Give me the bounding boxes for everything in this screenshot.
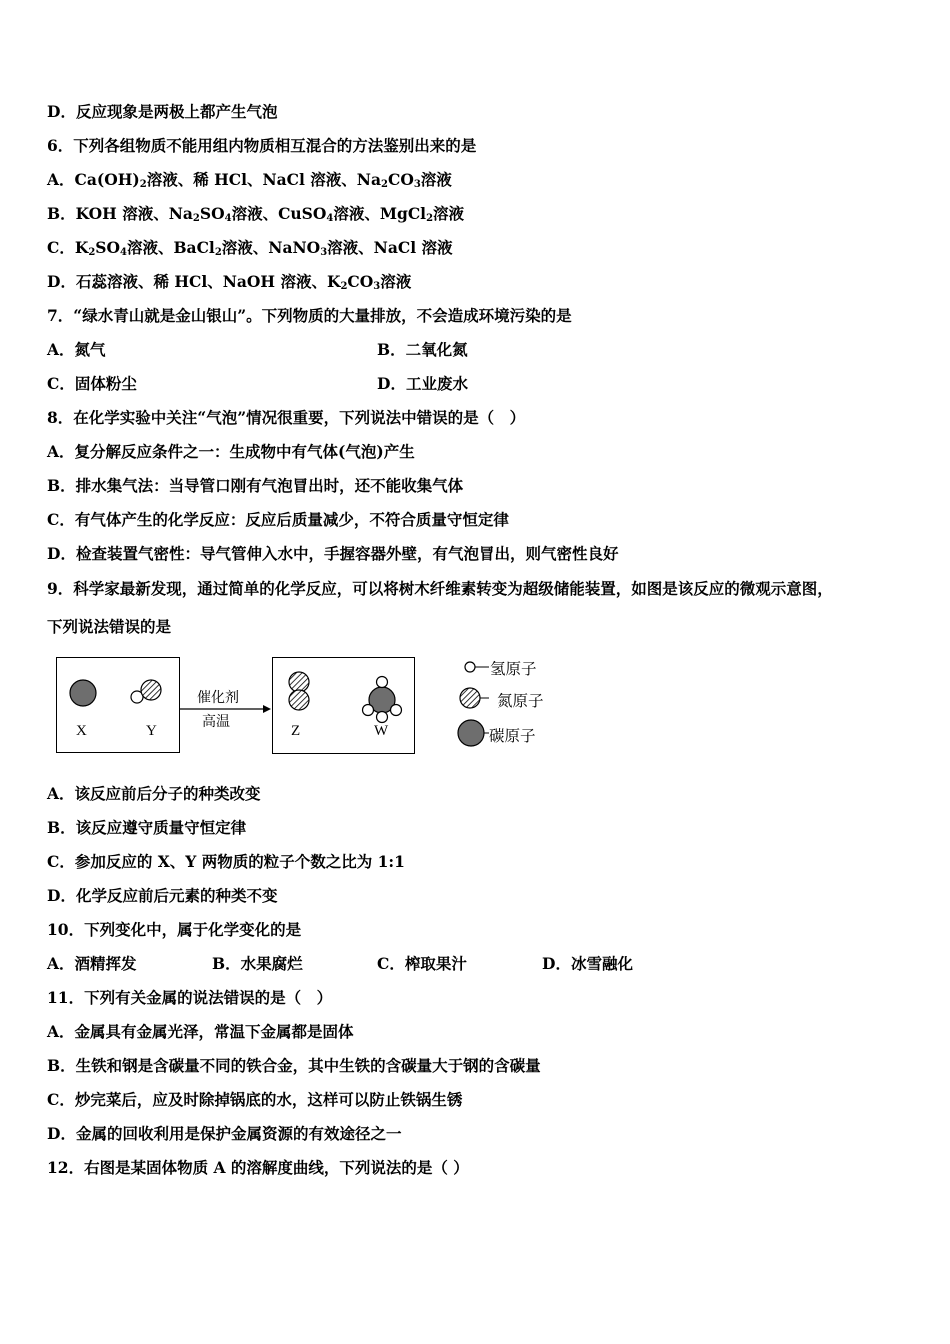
molecule-w-hydrogen-left [363, 705, 374, 716]
q11-stem: 11．下列有关金属的说法错误的是（ ） [47, 988, 333, 1007]
molecule-w-hydrogen-right [391, 705, 402, 716]
q11-option-c: C．炒完菜后，应及时除掉锅底的水，这样可以防止铁锅生锈 [47, 1090, 463, 1109]
legend-nitrogen-label: 氮原子 [497, 692, 544, 710]
legend-nitrogen-icon [460, 688, 480, 708]
q9-stem-line2: 下列说法错误的是 [47, 617, 172, 636]
q8-option-c: C．有气体产生的化学反应：反应后质量减少，不符合质量守恒定律 [47, 510, 509, 529]
q6-option-c: C．$K_2SO_4$溶液、BaCl$_2$溶液、NaNO$_3$溶液、NaCl 溶液 [47, 238, 453, 258]
reactant-molecules [56, 657, 180, 753]
molecule-w-hydrogen-bottom [377, 712, 388, 723]
q9-option-b: B．该反应遵守质量守恒定律 [47, 818, 247, 837]
arrow-condition-heat: 高温 [202, 714, 230, 730]
label-y: Y [146, 723, 157, 739]
q11-option-a: A．金属具有金属光泽，常温下金属都是固体 [47, 1022, 354, 1041]
q9-option-c: C．参加反应的 X、Y 两物质的粒子个数之比为 1:1 [47, 852, 405, 871]
q12-stem: 12．右图是某固体物质 A 的溶解度曲线，下列说法的是（ ） [47, 1158, 469, 1177]
label-z: Z [291, 723, 301, 739]
q9-option-d: D．化学反应前后元素的种类不变 [47, 886, 278, 905]
q8-stem: 8．在化学实验中关注“气泡”情况很重要，下列说法中错误的是（ ） [47, 408, 526, 427]
q6-option-d: D．石蕊溶液、稀 HCl、NaOH 溶液、$K_2CO_3$溶液 [47, 272, 412, 292]
q7-option-d: D．工业废水 [377, 374, 468, 393]
molecule-z-nitrogen-bottom [289, 690, 309, 710]
legend-carbon-label: 碳原子 [489, 727, 536, 745]
q9-option-a: A．该反应前后分子的种类改变 [47, 784, 261, 803]
q7-option-a: A．氮气 [47, 340, 106, 359]
molecule-w-hydrogen-top [377, 677, 388, 688]
q11-option-d: D．金属的回收利用是保护金属资源的有效途径之一 [47, 1124, 402, 1143]
q11-option-b: B．生铁和钢是含碳量不同的铁合金，其中生铁的含碳量大于钢的含碳量 [47, 1056, 541, 1075]
q6-option-a: A．$Ca(OH)_2$溶液、稀 HCl、NaCl 溶液、$Na_2CO_3$溶液 [47, 170, 452, 190]
q10-stem: 10．下列变化中，属于化学变化的是 [47, 920, 302, 939]
q10-option-c: C．榨取果汁 [377, 954, 467, 973]
label-x: X [76, 723, 87, 739]
arrow-condition-catalyst: 催化剂 [197, 690, 239, 706]
molecule-x-carbon [70, 680, 96, 706]
q6-option-b: B．KOH 溶液、$Na_2SO_4$溶液、CuSO$_4$溶液、MgCl$_2$溶液 [47, 204, 465, 224]
molecule-y-nitrogen [141, 680, 161, 700]
q5-option-d: D．反应现象是两极上都产生气泡 [47, 102, 278, 121]
label-w: W [374, 723, 389, 739]
q8-option-a: A．复分解反应条件之一：生成物中有气体(气泡)产生 [47, 442, 415, 461]
q10-option-b: B．水果腐烂 [212, 954, 303, 973]
legend-carbon-icon [458, 720, 484, 746]
q7-option-b: B．二氧化氮 [377, 340, 468, 359]
legend-hydrogen-icon [465, 662, 475, 672]
q8-option-b: B．排水集气法：当导管口刚有气泡冒出时，还不能收集气体 [47, 476, 464, 495]
q6-stem: 6．下列各组物质不能用组内物质相互混合的方法鉴别出来的是 [47, 136, 477, 155]
legend-hydrogen-label: 氢原子 [490, 660, 537, 678]
q10-option-d: D．冰雪融化 [542, 954, 633, 973]
q9-stem-line1: 9．科学家最新发现，通过简单的化学反应，可以将树木纤维素转变为超级储能装置，如图是该反应的微观示意图， [47, 579, 833, 598]
q7-stem: 7．“绿水青山就是金山银山”。下列物质的大量排放，不会造成环境污染的是 [47, 306, 572, 325]
molecule-z-nitrogen-top [289, 672, 309, 692]
q8-option-d: D．检查装置气密性：导气管伸入水中，手握容器外壁，有气泡冒出，则气密性良好 [47, 544, 619, 563]
q7-option-c: C．固体粉尘 [47, 374, 137, 393]
q10-option-a: A．酒精挥发 [47, 954, 137, 973]
